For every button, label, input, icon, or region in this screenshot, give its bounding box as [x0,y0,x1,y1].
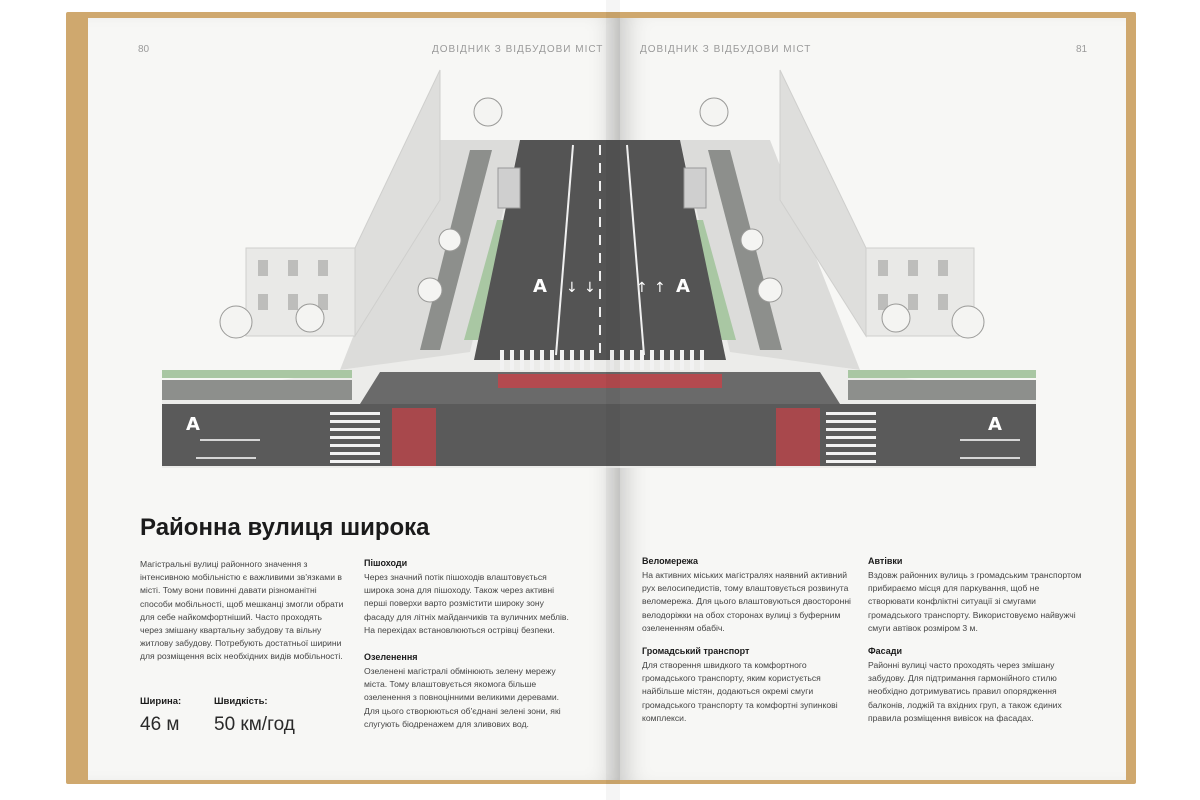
width-value: 46 м [140,714,180,735]
greenery-text: Озеленені магістралі обмінюють зелену мережу міста. Тому влаштовується якомога більше озеленення з повноцінними великими деревами. Для цього створюються об'єднані зелені зони, які слугують біодренажем для зливових вод. [364,666,561,729]
cross-street-letter-left: А [186,414,200,435]
bus-shelter-left [498,168,520,208]
pedestrian-text: Через значний потік пішоходів влаштовується широка зона для пішоходу. Також через активні перші поверхи варто розмістити широку зону фасаду для літніх майданчиків та вуличних меблів. На перехідах встановлюються острівці безпеки. [364,572,569,635]
bike-crossing-left [392,408,436,466]
transit-text: Для створення швидкого та комфортного громадського транспорту, яким користується найбільше містян, додаються окремі смуги громадського транспорту та комфортні зупинкові комплекси. [642,660,838,723]
running-title-right: ДОВІДНИК З ВІДБУДОВИ МІСТ [640,44,812,55]
transit-heading: Громадський транспорт [642,646,750,656]
cross-street-letter-right: А [988,414,1002,435]
lane-arrow-down: ↓ [566,280,578,296]
bus-lane-letter-left: А [533,276,547,297]
speed-value: 50 км/год [214,714,295,735]
lane-arrow-up: ↑ [636,280,648,296]
bike-lane-cross-left [162,380,352,400]
pedestrian-heading: Пішоходи [364,558,408,568]
cars-text: Вздовж районних вулиць з громадським транспортом прибираємо місця для паркування, щоб не створювати конфліктні ситуації зі смугами громадського транспорту. Використовуємо найвужчі смуги автівок розміром 3 м. [868,570,1082,633]
bus-shelter-right [684,168,706,208]
page-number-right: 81 [1076,44,1088,55]
bike-heading: Веломережа [642,556,699,566]
green-strip-cross-right [848,370,1036,378]
greenery-heading: Озеленення [364,652,418,662]
facades-text: Районні вулиці часто проходять через змішану забудову. Для підтримання гармонійного стилю необхідно дотримуватись правил опорядження балконів, лоджій та вхідних груп, а також єдиних правила розміщення вивісок на фасадах. [868,660,1062,723]
gutter-shade [606,0,620,800]
speed-label: Швидкість: [214,696,268,707]
bus-lane-letter-right: А [676,276,690,297]
width-label: Ширина: [140,696,182,707]
bike-crossing-right [776,408,820,466]
lane-arrow-down: ↓ [584,280,596,296]
lane-arrow-up: ↑ [654,280,666,296]
running-title-left: ДОВІДНИК З ВІДБУДОВИ МІСТ [432,44,604,55]
bike-text: На активних міських магістралях наявний активний рух велосипедистів, тому влаштовується розвинута веломережа. Для цього влаштовуються двосторонні велодоріжки на обох сторонах вулиці з буферним озелененням обабіч. [642,570,851,633]
cars-heading: Автівки [868,556,903,566]
facades-heading: Фасади [868,646,903,656]
page-number-left: 80 [138,44,150,55]
article-title: Районна вулиця широка [140,514,430,541]
intro-paragraph: Магістральні вулиці районного значення з інтенсивною мобільністю є важливими зв'язками в місті. Тому вони повинні давати різноманітні способи мобільності, щоб мешканці змогли обрати для себе найкомфортніший. Часто проходять через змішану квартальну забудову та вільну житлову забудову. Потребують достатньої ширини для розміщення всіх необхідних видів мобільності. [140,559,344,662]
cross-street [162,404,1036,466]
green-strip-cross-left [162,370,352,378]
bike-lane-cross-right [848,380,1036,400]
